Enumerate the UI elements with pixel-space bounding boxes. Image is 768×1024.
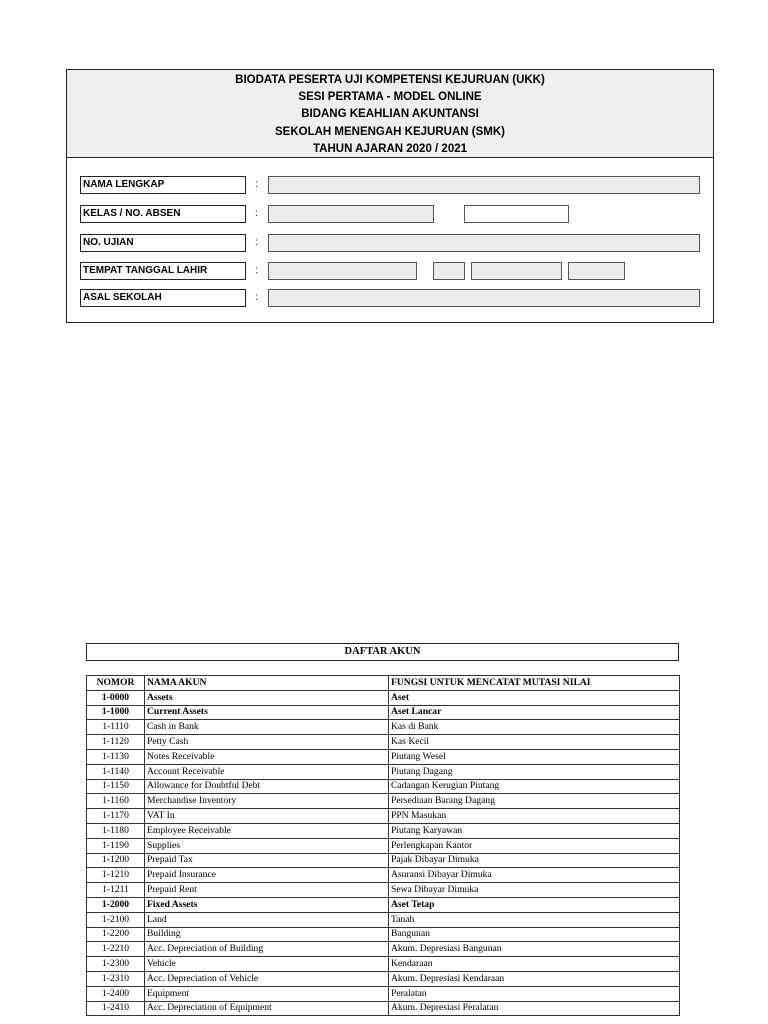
table-row [87, 690, 680, 705]
asal-sekolah-input[interactable] [268, 289, 700, 307]
account-number: 1-1170 [87, 809, 145, 824]
table-header-row [87, 676, 680, 691]
table-row [87, 868, 680, 883]
colon: : [255, 292, 258, 303]
nomor-header: NOMOR [87, 676, 145, 691]
table-row [87, 1001, 680, 1016]
daftar-akun-table [86, 675, 680, 1016]
account-number: 1-1210 [87, 868, 145, 883]
account-name: Prepaid Insurance [145, 868, 389, 883]
biodata-title-line: SESI PERTAMA - MODEL ONLINE [298, 91, 482, 104]
kelas-input[interactable] [268, 205, 434, 223]
tempat-lahir-input[interactable] [268, 262, 417, 280]
account-name: Equipment [145, 986, 389, 1001]
account-name: Assets [145, 690, 389, 705]
account-number: 1-1190 [87, 838, 145, 853]
table-row [87, 942, 680, 957]
account-name: Account Receivable [145, 764, 389, 779]
biodata-title-line: BIDANG KEAHLIAN AKUNTANSI [301, 108, 479, 121]
account-number: 1-2300 [87, 957, 145, 972]
account-number: 1-2100 [87, 912, 145, 927]
account-function: Aset Lancar [389, 705, 680, 720]
account-name: Land [145, 912, 389, 927]
account-function: Sewa Dibayar Dimuka [389, 883, 680, 898]
account-function: Kas di Bank [389, 720, 680, 735]
account-name: Vehicle [145, 957, 389, 972]
account-name: Current Assets [145, 705, 389, 720]
account-function: Pajak Dibayar Dimuka [389, 853, 680, 868]
account-number: 1-1120 [87, 735, 145, 750]
account-name: VAT In [145, 809, 389, 824]
account-function: Akum. Depresiasi Bangunan [389, 942, 680, 957]
table-row [87, 749, 680, 764]
account-number: 1-1130 [87, 749, 145, 764]
table-row [87, 912, 680, 927]
asal-sekolah-label: ASAL SEKOLAH [80, 289, 246, 307]
nama-akun-header: NAMA AKUN [145, 676, 389, 691]
account-number: 1-1200 [87, 853, 145, 868]
account-function: Bangunan [389, 927, 680, 942]
account-number: 1-2200 [87, 927, 145, 942]
nama-lengkap-input[interactable] [268, 176, 700, 194]
bulan-input[interactable] [471, 262, 562, 280]
account-name: Prepaid Rent [145, 883, 389, 898]
account-name: Fixed Assets [145, 897, 389, 912]
account-name: Petty Cash [145, 735, 389, 750]
account-name: Prepaid Tax [145, 853, 389, 868]
table-row [87, 823, 680, 838]
biodata-title-line: SEKOLAH MENENGAH KEJURUAN (SMK) [274, 125, 505, 138]
account-name: Cash in Bank [145, 720, 389, 735]
account-function: Persediaan Barang Dagang [389, 794, 680, 809]
account-number: 1-1180 [87, 823, 145, 838]
table-row [87, 735, 680, 750]
account-function: Piutang Karyawan [389, 823, 680, 838]
account-number: 1-1140 [87, 764, 145, 779]
biodata-title-line: BIODATA PESERTA UJI KOMPETENSI KEJURUAN (UKK) [235, 74, 545, 86]
account-function: Piutang Dagang [389, 764, 680, 779]
account-function: Kas Kecil [389, 735, 680, 750]
no-ujian-label: NO. UJIAN [80, 234, 246, 252]
account-number: 1-2000 [87, 897, 145, 912]
table-row [87, 971, 680, 986]
colon: : [255, 237, 258, 248]
account-function: Asuransi Dibayar Dimuka [389, 868, 680, 883]
account-function: Perlengkapan Kantor [389, 838, 680, 853]
biodata-header [67, 70, 713, 158]
account-function: Cadangan Kerugian Piutang [389, 779, 680, 794]
table-row [87, 883, 680, 898]
table-row [87, 838, 680, 853]
account-number: 1-2210 [87, 942, 145, 957]
no-absen-input[interactable] [464, 205, 569, 223]
table-row [87, 986, 680, 1001]
account-number: 1-1000 [87, 705, 145, 720]
table-row [87, 809, 680, 824]
colon: : [255, 208, 258, 219]
account-number: 1-1211 [87, 883, 145, 898]
table-row [87, 764, 680, 779]
biodata-form [66, 69, 714, 323]
account-number: 1-2410 [87, 1001, 145, 1016]
account-name: Employee Receivable [145, 823, 389, 838]
account-number: 1-0000 [87, 690, 145, 705]
colon: : [255, 179, 258, 190]
account-function: PPN Masukan [389, 809, 680, 824]
table-row [87, 927, 680, 942]
table-row [87, 705, 680, 720]
account-number: 1-2400 [87, 986, 145, 1001]
fungsi-header: FUNGSI UNTUK MENCATAT MUTASI NILAI [389, 676, 680, 691]
table-row [87, 957, 680, 972]
account-name: Acc. Depreciation of Building [145, 942, 389, 957]
account-function: Akum. Depresiasi Peralatan [389, 1001, 680, 1016]
account-function: Aset [389, 690, 680, 705]
account-name: Supplies [145, 838, 389, 853]
tanggal-input[interactable] [433, 262, 465, 280]
table-row [87, 720, 680, 735]
account-function: Peralatan [389, 986, 680, 1001]
account-name: Acc. Depreciation of Equipment [145, 1001, 389, 1016]
daftar-akun-title: DAFTAR AKUN [86, 643, 679, 661]
account-function: Akum. Depresiasi Kendaraan [389, 971, 680, 986]
account-number: 1-1110 [87, 720, 145, 735]
account-number: 1-1150 [87, 779, 145, 794]
no-ujian-input[interactable] [268, 234, 700, 252]
account-number: 1-1160 [87, 794, 145, 809]
table-row [87, 853, 680, 868]
table-row [87, 794, 680, 809]
table-row [87, 897, 680, 912]
account-name: Acc. Depreciation of Vehicle [145, 971, 389, 986]
tempat-tanggal-lahir-label: TEMPAT TANGGAL LAHIR [80, 262, 246, 280]
account-number: 1-2310 [87, 971, 145, 986]
account-function: Aset Tetap [389, 897, 680, 912]
account-name: Merchandise Inventory [145, 794, 389, 809]
kelas-absen-label: KELAS / NO. ABSEN [80, 205, 246, 223]
tahun-input[interactable] [568, 262, 625, 280]
colon: : [255, 265, 258, 276]
daftar-akun-body [87, 690, 680, 1016]
account-name: Building [145, 927, 389, 942]
account-function: Tanah [389, 912, 680, 927]
account-name: Notes Receivable [145, 749, 389, 764]
nama-lengkap-label: NAMA LENGKAP [80, 176, 246, 194]
account-name: Allowance for Doubtful Debt [145, 779, 389, 794]
account-function: Kendaraan [389, 957, 680, 972]
account-function: Piutang Wesel [389, 749, 680, 764]
biodata-title-line: TAHUN AJARAN 2020 / 2021 [312, 142, 468, 155]
table-row [87, 779, 680, 794]
